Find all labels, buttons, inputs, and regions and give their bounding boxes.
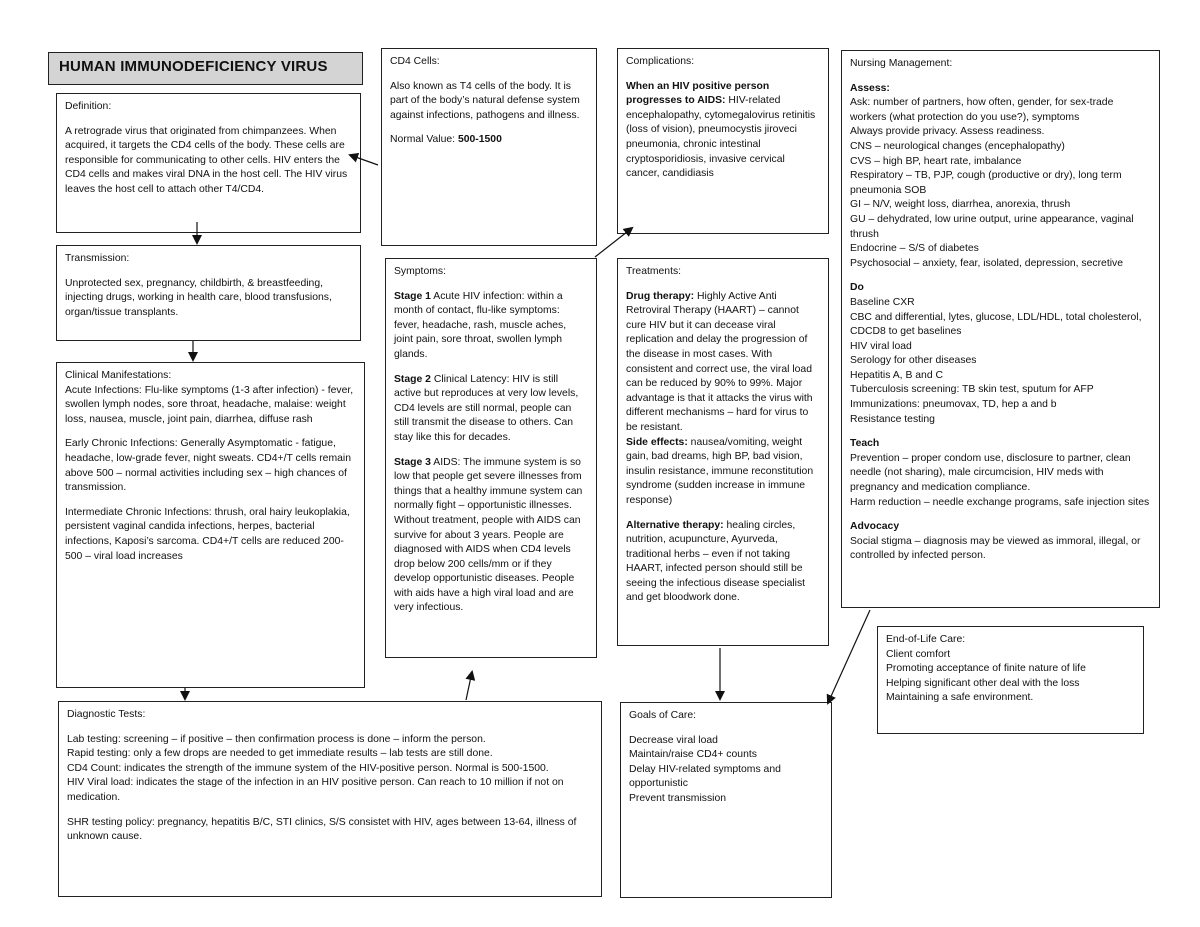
do-line: Immunizations: pneumovax, TD, hep a and b [850,399,1057,411]
assess-line: CVS – high BP, heart rate, imbalance [850,155,1022,167]
definition-box [56,93,361,233]
treatments-heading: Treatments: [626,266,682,277]
complications-text [626,80,820,182]
goal-line: Decrease viral load [629,734,718,746]
advocacy-line: Social stigma – diagnosis may be viewed as immoral, illegal, or controlled by infected person. [850,535,1141,562]
advocacy-title: Advocacy [850,521,900,533]
do-list [850,296,1151,427]
goal-line: Prevent transmission [629,792,727,804]
symptoms-heading: Symptoms: [394,266,446,277]
assess-line: Endocrine – S/S of diabetes [850,243,979,255]
stage3-text [394,456,588,617]
end-of-life-line: Promoting acceptance of finite nature of life [886,663,1086,675]
teach-line: Harm reduction – needle exchange programs, safe injection sites [850,496,1150,508]
drug-therapy-title: Drug therapy: [626,290,695,302]
arrow-nursing-to-goals [828,610,870,703]
teach-list [850,452,1151,510]
end-of-life-line: Helping significant other deal with the loss [886,677,1080,689]
side-effects-body: nausea/vomiting, weight gain, bad dreams, high BP, bad vision, insulin resistance, immune reconstitution syndrome (sudden increase in immune response) [626,436,814,506]
cd4-normal-value [390,133,588,148]
end-of-life-line: Client comfort [886,648,951,660]
drug-therapy-body: Highly Active Anti Retroviral Therapy (HAART) – cannot cure HIV but it can decease viral replication and delay the progression of the disease in most cases. With consistent and correct use, the viral load can be reduced by 90% to 99%. Major advantage is that it attacks the virus with different mechanisms – hard for virus to be resistant. [626,290,813,433]
goals-list [629,734,823,807]
acute-body: Flu-like symptoms (1-3 after infection) - fever, swollen lymph nodes, sore throat, headache, malaise: weight loss, nausea, muscle, joint pain, diarrhea, diffuse rash [65,384,354,425]
cd4-text: Also known as T4 cells of the body. It is part of the body’s natural defense system against infections, pathogens and illness. [390,80,580,121]
arrow-diagnostic-to-symptoms [466,672,472,700]
diagnostic-line: Rapid testing: only a few drops are needed to get immediate results – lab tests are still done. [67,748,493,760]
clinical-heading: Clinical Manifestations: [65,370,172,381]
alt-therapy-body: healing circles, nutrition, acupuncture, Ayurveda, traditional herbs – even if not taking HAART, infected person should still be seeing the infectious disease specialist and get bloodwork done. [626,519,806,604]
teach-title: Teach [850,438,880,450]
advocacy-list [850,535,1151,564]
goals-box [620,702,832,898]
goal-line: Delay HIV-related symptoms and opportunistic [629,763,781,790]
cd4-normal-number: 500-1500 [457,134,502,146]
nursing-heading: Nursing Management: [850,58,953,69]
complications-box [617,48,829,234]
assess-list [850,96,1151,271]
complications-list: HIV-related encephalopathy, cytomegalovirus retinitis (loss of vision), pneumocystis jiroveci pneumonia, chronic intestinal cryptosporidiosis, invasive cervical cancer, candidiasis [626,95,816,180]
early-title: Early Chronic Infections: [65,438,178,450]
end-of-life-line: Maintaining a safe environment. [886,692,1034,704]
assess-line: CNS – neurological changes (encephalopathy) [850,140,1065,152]
transmission-text: Unprotected sex, pregnancy, childbirth, & breastfeeding, injecting drugs, working in health care, blood transfusions, organ/tissue transplants. [65,277,332,318]
do-line: Tuberculosis screening: TB skin test, sputum for AFP [850,384,1094,396]
do-line: HIV viral load [850,340,912,352]
assess-line: Ask: number of partners, how often, gender, for sex-trade workers (what protection do you use?), symptoms [850,97,1114,123]
acute-title: Acute Infections: [65,384,142,396]
stage3-title: Stage 3 [394,456,431,468]
intermediate-body: thrush, oral hairy leukoplakia, persistent vaginal candida infections, herpes, bacterial infections, Kaposi’s sarcoma. CD4+/T cells are reduced 200-500 – viral load increases [65,506,350,562]
goals-heading: Goals of Care: [629,710,696,721]
acute-text [65,384,356,428]
end-of-life-box [877,626,1144,734]
alt-therapy-title: Alternative therapy: [626,519,724,531]
assess-title: Assess: [850,82,890,94]
stage2-text [394,373,588,446]
do-line: Resistance testing [850,413,935,425]
diagnostic-line: CD4 Count: indicates the strength of the immune system of the HIV-positive person. Normal is 500-1500. [67,762,549,774]
assess-line: Psychosocial – anxiety, fear, isolated, depression, secretive [850,257,1123,269]
do-line: Baseline CXR [850,296,915,308]
side-effects-title: Side effects: [626,436,688,448]
do-line: Hepatitis A, B and C [850,369,943,381]
do-line: Serology for other diseases [850,355,977,367]
stage2-body: Clinical Latency: HIV is still active but reproduces at very low levels, CD4 levels are still normal, people can still transmit the disease to others. Can stay like this for decades. [394,373,579,443]
treatments-box [617,258,829,646]
clinical-box [56,362,365,688]
nursing-box [841,50,1160,608]
teach-line: Prevention – proper condom use, disclosure to partner, clean needle (not sharing), male circumcision, HIV meds with pregnancy and medication compliance. [850,452,1131,494]
end-of-life-list [886,648,1135,706]
assess-line: Respiratory – TB, PJP, cough (productive or dry), long term pneumonia SOB [850,170,1122,196]
stage1-title: Stage 1 [394,290,431,302]
complications-lead: When an HIV positive person progresses to AIDS: [626,80,770,107]
definition-text: A retrograde virus that originated from chimpanzees. When acquired, it targets the CD4 cells of the body. These cells are responsible for communicating to other cells. HIV enters the CD4 cells and makes viral DNA in the host cell. The HIV virus leaves the host cell to attach other T4/CD4. [65,125,348,195]
alt-therapy-text [626,519,820,607]
cd4-box [381,48,597,246]
diagnostic-list [67,733,593,806]
stage2-title: Stage 2 [394,373,431,385]
assess-line: Always provide privacy. Assess readiness. [850,126,1045,138]
do-line: CBC and differential, lytes, glucose, LDL/HDL, total cholesterol, CDCD8 to get baselines [850,311,1142,338]
assess-line: GI – N/V, weight loss, diarrhea, anorexia, thrush [850,199,1071,211]
diagnostic-line: HIV Viral load: indicates the stage of the infection in an HIV positive person. Can reach to 10 million if not on medication. [67,777,564,803]
side-effects-text [626,436,820,509]
early-body: Generally Asymptomatic - fatigue, headache, low-grade fever, night sweats. CD4+/T cells remain above 500 – normal activities including sex – high chances of transmission. [65,438,351,494]
stage1-body: Acute HIV infection: within a month of contact, flu-like symptoms: fever, headache, rash, muscle aches, joint pain, sore throat, swollen lymph glands. [394,290,567,360]
cd4-heading: CD4 Cells: [390,56,440,67]
diagnostic-box [58,701,602,897]
intermediate-title: Intermediate Chronic Infections: [65,506,212,518]
transmission-box [56,245,361,341]
intermediate-text [65,506,356,564]
assess-line: GU – dehydrated, low urine output, urine appearance, vaginal thrush [850,213,1134,240]
symptoms-box [385,258,597,658]
early-text [65,437,356,495]
definition-heading: Definition: [65,101,112,112]
diagnostic-line: Lab testing: screening – if positive – then confirmation process is done – inform the person. [67,733,486,745]
stage1-text [394,290,588,363]
page-title: HUMAN IMMUNODEFICIENCY VIRUS [48,52,363,85]
complications-heading: Complications: [626,56,695,67]
cd4-normal-label: Normal Value: [390,134,458,146]
stage3-body: AIDS: The immune system is so low that people get severe illnesses from things that a healthy immune system can normally fight – opportunistic illnesses. Without treatment, people with AIDS can survive for about 3 years. People are diagnosed with AIDS when CD4 levels drop below 200 cells/mm or if they develop opportunistic diseases. People with aids have a high viral load and are very infectious. [394,456,583,614]
drug-therapy-text [626,290,820,436]
end-of-life-heading: End-of-Life Care: [886,634,966,645]
goal-line: Maintain/raise CD4+ counts [629,749,757,761]
transmission-heading: Transmission: [65,253,130,264]
shr-text: SHR testing policy: pregnancy, hepatitis B/C, STI clinics, S/S consistet with HIV, ages between 13-64, illness of unknown cause. [67,816,577,843]
do-title: Do [850,282,864,294]
diagnostic-heading: Diagnostic Tests: [67,709,146,720]
